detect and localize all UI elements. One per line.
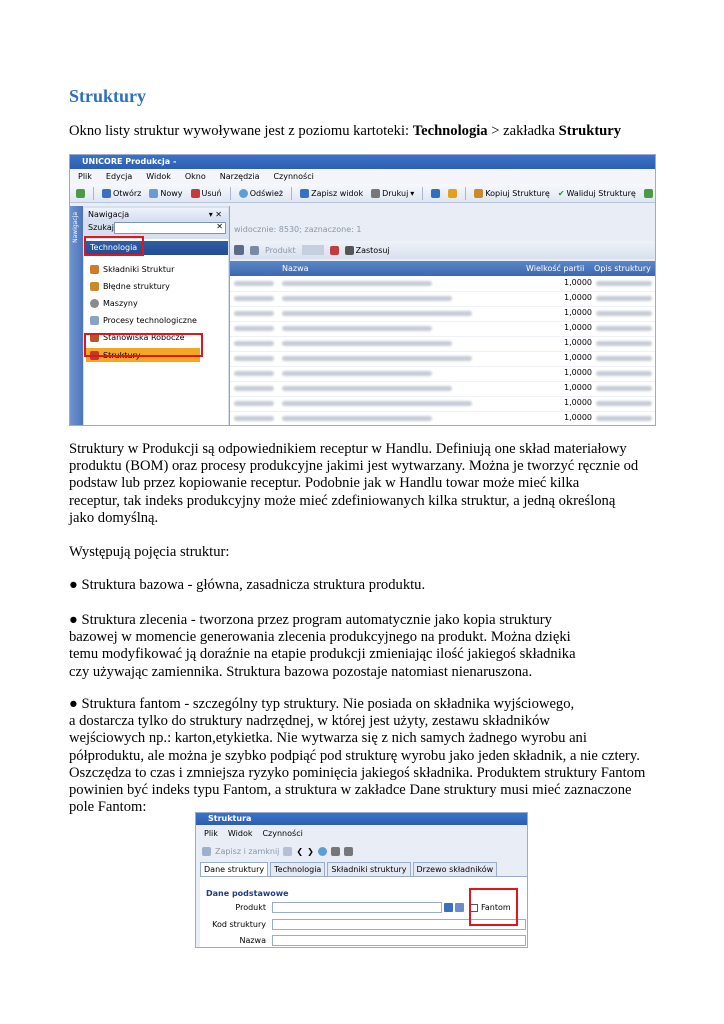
blurred-code — [234, 296, 274, 301]
toolbar — [70, 184, 656, 203]
text-line: pole Fantom: — [69, 799, 147, 816]
blurred-code — [234, 401, 274, 406]
window-title: Struktura — [208, 814, 252, 823]
blurred-name — [282, 371, 432, 376]
quantity-cell: 1,0000 — [564, 353, 592, 362]
intro-text: Okno listy struktur wywoływane jest z poziomu kartoteki: — [69, 123, 413, 139]
apply-filter-label: Zastosuj — [355, 245, 390, 255]
pin-close-icon[interactable]: ▾ ✕ — [208, 210, 222, 219]
bullet-order-structure — [69, 612, 576, 681]
printer-icon[interactable] — [331, 847, 340, 856]
text-line: receptur, tak indeks produkcyjny może mieć zdefiniowanych kilka struktur, a jedną określoną — [69, 492, 616, 509]
window-title-bar — [196, 813, 528, 825]
tab-drzewo-skladnikow[interactable]: Drzewo składników — [413, 862, 498, 876]
process-icon — [90, 316, 99, 325]
binoculars-icon — [345, 246, 354, 255]
delete-button[interactable] — [191, 189, 222, 198]
text-line: wejściowych np.: karton,etykietka. Nie wytwarza się z nich samych żadnego wyrobu ani — [69, 730, 587, 747]
column-header-wielkosc[interactable]: Wielkość partii — [526, 264, 585, 273]
blurred-description — [596, 326, 652, 331]
blurred-description — [596, 281, 652, 286]
nav-item-label: Procesy technologiczne — [103, 315, 197, 325]
quantity-cell: 1,0000 — [564, 383, 592, 392]
blurred-description — [596, 386, 652, 391]
blurred-description — [596, 371, 652, 376]
save-view-button[interactable] — [300, 189, 363, 198]
nav-item-label: Składniki Struktur — [103, 264, 175, 274]
menu-item-widok[interactable]: Widok — [227, 829, 253, 838]
validate-structure-label: Waliduj Strukturę — [566, 188, 636, 198]
table-row[interactable] — [230, 336, 656, 352]
text-line: produktu (BOM) oraz procesy produkcyjne jakimi jest wytwarzany. Można je tworzyć ręcznie od — [69, 458, 639, 475]
navigation-header — [84, 208, 228, 221]
table-row[interactable] — [230, 291, 656, 307]
new-icon — [149, 189, 158, 198]
product-field[interactable] — [272, 902, 442, 913]
table-row[interactable] — [230, 411, 656, 426]
copy-structure-button[interactable] — [474, 189, 550, 198]
menu-bar — [70, 169, 656, 184]
paragraph-intro — [69, 441, 638, 527]
nav-group-technologia[interactable]: Technologia — [84, 241, 228, 255]
blurred-name — [282, 416, 432, 421]
new-label: Nowy — [160, 188, 183, 198]
pencil-icon[interactable] — [444, 903, 453, 912]
checkmark-icon: ✔ — [557, 188, 565, 198]
blurred-code — [234, 281, 274, 286]
dropdown-icon[interactable] — [234, 245, 244, 255]
blurred-name — [282, 341, 452, 346]
text-line: a dostarcza tylko do struktury nadrzędnej, w której jest użyty, zestawu składników — [69, 713, 550, 730]
save-view-label: Zapisz widok — [311, 188, 364, 198]
column-header-opis[interactable]: Opis struktury — [594, 264, 651, 273]
nav-item-procesy[interactable] — [90, 313, 197, 327]
quantity-cell: 1,0000 — [564, 398, 592, 407]
section-title: Dane podstawowe — [206, 889, 289, 898]
wand-icon[interactable] — [448, 189, 457, 198]
text-line: Oszczędza to czas i zmniejsza ryzyko pominięcia jakiegoś składnika. Produktem struktury Fantom — [69, 764, 646, 781]
structures-table — [230, 276, 656, 426]
quantity-cell: 1,0000 — [564, 278, 592, 287]
intro-bold-struktury: Struktury — [558, 123, 622, 139]
blurred-code — [234, 311, 274, 316]
search-input[interactable] — [114, 222, 226, 234]
menu-item-widok[interactable]: Widok — [146, 172, 171, 181]
blurred-code — [234, 386, 274, 391]
screenshot-structure-form — [195, 812, 528, 948]
blurred-code — [234, 416, 274, 421]
blurred-code — [234, 326, 274, 331]
window-title: UNICORE Produkcja - — [82, 157, 177, 166]
name-label: Nazwa — [239, 936, 266, 945]
close-icon[interactable]: ✕ — [216, 222, 223, 231]
text-line: podstaw lub przez kopiowanie receptur. Podobnie jak w Handlu towar może mieć kilka — [69, 475, 580, 492]
tree-icon[interactable] — [431, 189, 440, 198]
intro-bold-technologia: Technologia — [412, 123, 488, 139]
save-icon[interactable] — [202, 847, 211, 856]
highlight-struktury — [84, 333, 203, 357]
toolbar-separator — [93, 187, 94, 200]
text-line: Struktury w Produkcji są odpowiednikiem receptur w Handlu. Definiują one skład materiałowy — [69, 441, 627, 457]
chevron-left-icon[interactable]: ❮ — [296, 846, 304, 856]
refresh-label: Odśwież — [249, 188, 284, 198]
quantity-cell: 1,0000 — [564, 413, 592, 422]
refresh-button[interactable] — [239, 189, 283, 198]
nav-item-maszyny[interactable] — [90, 296, 138, 310]
column-header-nazwa[interactable]: Nazwa — [282, 264, 309, 273]
blurred-name — [282, 311, 472, 316]
new-button[interactable] — [149, 189, 182, 198]
apply-filter-button[interactable] — [345, 246, 390, 255]
menu-item-okno[interactable]: Okno — [184, 172, 206, 181]
grid-icon[interactable] — [76, 189, 85, 198]
blurred-name — [282, 386, 452, 391]
menu-bar — [196, 826, 528, 842]
table-row[interactable] — [230, 351, 656, 367]
text-line: jako domyślną. — [69, 509, 159, 526]
nav-item-label: Maszyny — [103, 298, 138, 308]
print-preview-icon[interactable] — [344, 847, 353, 856]
filter-bar — [230, 241, 656, 259]
quantity-cell: 1,0000 — [564, 323, 592, 332]
navigation-strip[interactable] — [70, 206, 83, 426]
quantity-cell: 1,0000 — [564, 293, 592, 302]
product-filter-input[interactable] — [302, 245, 324, 255]
paragraph-concepts: Występują pojęcia struktur: — [69, 544, 230, 560]
chevron-down-icon[interactable]: ▾ — [410, 188, 415, 198]
highlight-fantom — [469, 888, 518, 926]
intro-mid: > zakładka — [487, 123, 559, 139]
chevron-right-icon[interactable]: ❯ — [307, 846, 314, 856]
product-label: Produkt — [235, 903, 266, 912]
blurred-code — [234, 371, 274, 376]
text-line: półproduktu, ale można je szybko podpiąć pod strukturę wyrobu jako jeden składnik, a nie cztery. — [69, 747, 640, 764]
blurred-name — [282, 356, 472, 361]
table-row[interactable] — [230, 321, 656, 337]
table-row[interactable] — [230, 396, 656, 412]
toolbar — [196, 843, 528, 859]
components-icon — [90, 265, 99, 274]
tab-dane-struktury[interactable]: Dane struktury — [200, 862, 268, 876]
open-icon — [102, 189, 111, 198]
toolbar-separator — [422, 187, 423, 200]
copy-structure-label: Kopiuj Strukturę — [485, 188, 550, 198]
print-button[interactable] — [371, 189, 414, 198]
quantity-cell: 1,0000 — [564, 338, 592, 347]
tab-bar — [200, 862, 497, 876]
clear-filter-icon[interactable] — [330, 246, 339, 255]
menu-item-narzedzia[interactable]: Narzędzia — [219, 172, 260, 181]
product-filter-label: Produkt — [265, 245, 296, 255]
search-label: Szukaj — [88, 223, 114, 232]
export-icon[interactable] — [644, 189, 653, 198]
validate-structure-button[interactable] — [558, 189, 636, 198]
blurred-description — [596, 311, 652, 316]
blurred-description — [596, 356, 652, 361]
menu-item-czynnosci[interactable]: Czynności — [262, 829, 303, 838]
toolbar-separator — [230, 187, 231, 200]
intro-line — [69, 123, 621, 140]
table-header — [230, 261, 656, 276]
fantom-label: Fantom — [481, 903, 511, 912]
open-label: Otwórz — [113, 188, 142, 198]
toolbar-separator — [291, 187, 292, 200]
nav-item-label: Struktury — [103, 350, 141, 360]
error-structures-icon — [90, 282, 99, 291]
navigation-strip-label: Nawigacja — [72, 212, 79, 243]
blurred-name — [282, 401, 472, 406]
nav-item-bledne[interactable] — [90, 279, 170, 293]
gear-icon — [90, 299, 99, 308]
menu-item-plik[interactable]: Plik — [204, 829, 218, 838]
blurred-name — [282, 326, 432, 331]
table-row[interactable] — [230, 306, 656, 322]
blurred-code — [234, 356, 274, 361]
bullet-base-structure: ● Struktura bazowa - główna, zasadnicza struktura produktu. — [69, 577, 426, 593]
printer-icon — [371, 189, 380, 198]
blurred-name — [282, 281, 432, 286]
bullet-fantom-structure — [69, 696, 645, 816]
menu-item-edycja[interactable]: Edycja — [105, 172, 133, 181]
toolbar-separator — [465, 187, 466, 200]
text-line: czy używając zamiennika. Struktura bazowa pozostaje natomiast nienaruszona. — [69, 663, 533, 680]
filter-status: widocznie: 8530; zaznaczone: 1 — [234, 225, 362, 234]
save-disk-icon[interactable] — [283, 847, 292, 856]
menu-item-plik[interactable]: Plik — [78, 172, 92, 181]
blurred-name — [282, 296, 452, 301]
delete-label: Usuń — [201, 188, 222, 198]
tab-technologia[interactable]: Technologia — [270, 862, 325, 876]
tab-skladniki-struktury[interactable]: Składniki struktury — [327, 862, 410, 876]
window-title-bar — [70, 155, 656, 169]
nav-item-label: Błędne struktury — [103, 281, 170, 291]
refresh-icon — [239, 189, 248, 198]
blurred-description — [596, 296, 652, 301]
menu-item-czynnosci[interactable]: Czynności — [273, 172, 314, 181]
blurred-description — [596, 401, 652, 406]
page-title: Struktury — [69, 86, 147, 106]
blurred-code — [234, 341, 274, 346]
copy-icon — [474, 189, 483, 198]
ellipsis-icon[interactable] — [455, 903, 464, 912]
table-row[interactable] — [230, 381, 656, 397]
blurred-description — [596, 341, 652, 346]
table-row[interactable] — [230, 276, 656, 292]
text-line: ● Struktura zlecenia - tworzona przez program automatycznie jako kopia struktury — [69, 612, 552, 628]
nav-item-skladniki[interactable] — [90, 262, 174, 276]
screenshot-structures-list — [69, 154, 656, 426]
quantity-cell: 1,0000 — [564, 308, 592, 317]
text-line: temu modyfikować ją doraźnie na etapie produkcji zmieniając ilość jakiegoś składnika — [69, 646, 576, 663]
text-line: bazowej w momencie generowania zlecenia produkcyjnego na produkt. Można dzięki — [69, 629, 571, 646]
text-line: ● Struktura fantom - szczególny typ struktury. Nie posiada on składnika wyjściowego, — [69, 696, 575, 712]
refresh-icon[interactable] — [318, 847, 327, 856]
nav-item-label: Stanowiska Robocze — [103, 332, 185, 342]
delete-icon — [191, 189, 200, 198]
filter-icon[interactable] — [250, 246, 259, 255]
save-view-icon — [300, 189, 309, 198]
quantity-cell: 1,0000 — [564, 368, 592, 377]
text-line: powinien być indeks typu Fantom, a struktura w zakładce Dane struktury musi mieć zaznaczone — [69, 782, 632, 799]
blurred-description — [596, 416, 652, 421]
open-button[interactable] — [102, 189, 141, 198]
table-row[interactable] — [230, 366, 656, 382]
highlight-technologia — [84, 236, 144, 256]
name-field[interactable] — [272, 935, 526, 946]
navigation-header-label: Nawigacja — [88, 210, 130, 219]
print-label: Drukuj — [382, 188, 409, 198]
structure-code-label: Kod struktury — [212, 920, 266, 929]
save-close-label[interactable]: Zapisz i zamknij — [215, 846, 280, 856]
